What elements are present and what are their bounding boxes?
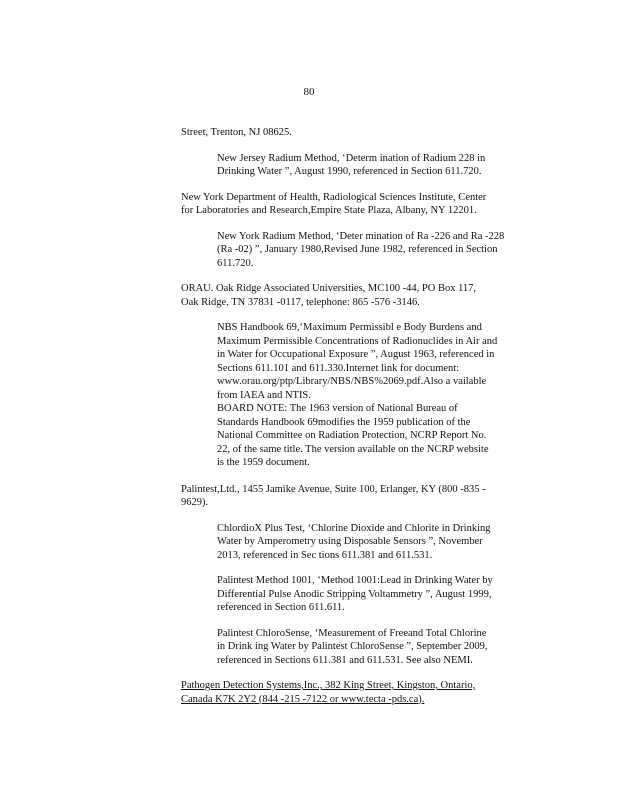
reference-entry-orau: ORAU. Oak Ridge Associated Universities, MC100 -44, PO Box 117, Oak Ridge, TN 37831 -0117, telephone: 865 -576 -3146. bbox=[181, 283, 477, 308]
reference-entry-ny-health: New York Department of Health, Radiological Sciences Institute, Center for Laboratories and Research,Empire State Plaza, Albany, NY 12201. bbox=[181, 191, 487, 216]
document-body bbox=[181, 126, 541, 706]
reference-entry-trenton: Street, Trenton, NJ 08625. bbox=[181, 127, 292, 138]
reference-subentry-chlordiox: ChlordioX Plus Test, ‘Chlorine Dioxide and Chlorite in Drinking Water by Amperometry using Disposable Sensors ”, November 2013, referenced in Sec tions 611.381 and 611.531. bbox=[217, 522, 491, 561]
page-number: 80 bbox=[303, 86, 315, 98]
reference-subentry-palintest-1001: Palintest Method 1001, ‘Method 1001:Lead in Drinking Water by Differential Pulse Anodic Stripping Voltammetry ”, August 1999, referenced in Section 611.611. bbox=[217, 575, 493, 613]
reference-entry-pathogen-detection: Pathogen Detection Systems,Inc., 382 King Street, Kingston, Ontario, Canada K7K 2Y2 (844 -215 -7122 or www.tecta -pds.ca). bbox=[181, 680, 476, 705]
reference-entry-palintest: Palintest,Ltd., 1455 Jamike Avenue, Suite 100, Erlanger, KY (800 -835 - 9629). bbox=[181, 483, 486, 508]
reference-subentry-ny-radium: New York Radium Method, ‘Deter mination of Ra -226 and Ra -228 (Ra -02) ”, January 1980,Revised June 1982, referenced in Section 611.720. bbox=[217, 230, 505, 269]
reference-subentry-chlorosense: Palintest ChloroSense, ‘Measurement of Freeand Total Chlorine in Drink ing Water by Palintest ChloroSense ”, September 2009, referenced in Sections 611.381 and 611.531. See also NEMI. bbox=[217, 627, 488, 666]
reference-subentry-nbs-handbook: NBS Handbook 69,‘Maximum Permissibl e Body Burdens and Maximum Permissible Concentrations of Radionuclides in Air and in Water for Occupational Exposure ”, August 1963, referenced in Sections 611.101 and 611.330.Internet link for document: www.orau.org/ptp/Library/NBS/NBS%2069.pdf.Also a vailable from IAEA and NTIS. BOARD NOTE: The 1963 version of National Bureau of Standards Handbook 69modifies the 1959 publication of the National Committee on Radiation Protection, NCRP Report No. 22, of the same title. The version available on the NCRP website is the 1959 document. bbox=[217, 322, 498, 468]
reference-subentry-nj-radium: New Jersey Radium Method, ‘Determ ination of Radium 228 in Drinking Water ”, August 1990, referenced in Section 611.720. bbox=[217, 152, 486, 177]
